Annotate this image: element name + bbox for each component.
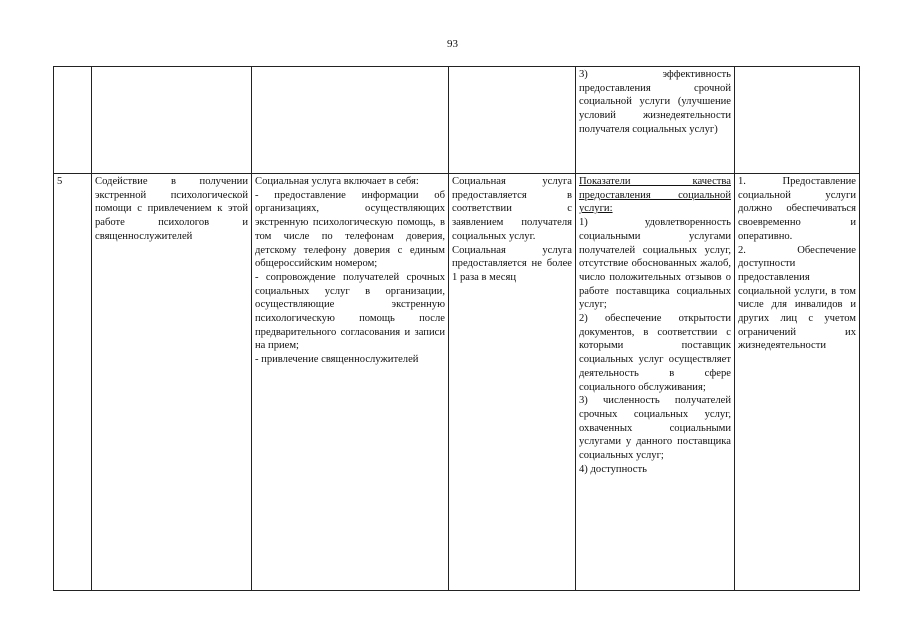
content-line: - предоставление информации об организациях, осуществляющих экстренную психологическую помощь, в том числе по телефонам доверия, детскому телефону доверия с единым общероссийским номером;	[255, 189, 445, 270]
quality-line: 4) доступность	[579, 463, 647, 475]
cell-quality-indicators	[576, 67, 735, 174]
conditions-line: 2. Обеспечение доступности предоставления социальной услуги, в том числе для инвалидов и других лиц с учетом ограничений их жизнедеятельности	[738, 244, 856, 352]
table-row-5	[54, 174, 860, 591]
quality-line: 2) обеспечение открытости документов, в соответствии с которыми поставщик социальных услуг осуществляет деятельность в сфере социального обслуживания;	[579, 313, 731, 393]
quality-heading: Показатели качества предоставления социальной услуги:	[579, 176, 731, 215]
page-number: 93	[447, 38, 458, 50]
cell-number	[54, 67, 92, 174]
content-line: - сопровождение получателей срочных социальных услуг в организации, осуществляющие экстренную психологическую помощь после предварительного согласования и записи на прием;	[255, 271, 445, 352]
quality-line: 1) удовлетворенность социальными услугами получателей социальных услуг, отсутствие обоснованных жалоб, число положительных отзывов о работе поставщика социальных услуг;	[579, 217, 731, 311]
cell-terms	[449, 174, 576, 591]
table-row-continued	[54, 67, 860, 174]
cell-conditions	[735, 67, 860, 174]
cell-number: 5	[54, 174, 92, 591]
quality-line: 3) эффективность предоставления срочной социальной услуги (улучшение условий жизнедеятельности получателя социальных услуг)	[579, 69, 731, 135]
services-table	[53, 66, 860, 591]
content-line: Социальная услуга включает в себя:	[255, 176, 419, 187]
cell-conditions	[735, 174, 860, 591]
cell-service-name	[92, 67, 252, 174]
cell-quality-indicators	[576, 174, 735, 591]
quality-line: 3) численность получателей срочных социальных услуг, охваченных социальными услугами у данного поставщика социальных услуг;	[579, 395, 731, 462]
cell-service-name: Содействие в получении экстренной психологической помощи с привлечением к этой работе психологов и священнослужителей	[92, 174, 252, 591]
cell-service-content	[252, 67, 449, 174]
cell-service-content	[252, 174, 449, 591]
conditions-line: 1. Предоставление социальной услуги должно обеспечиваться своевременно и оперативно.	[738, 176, 856, 242]
cell-terms	[449, 67, 576, 174]
terms-line: Социальная услуга предоставляется в соответствии с заявлением получателя социальных услуг.	[452, 176, 572, 242]
content-line: - привлечение священнослужителей	[255, 354, 419, 366]
terms-line: Социальная услуга предоставляется не более 1 раза в месяц	[452, 244, 572, 283]
